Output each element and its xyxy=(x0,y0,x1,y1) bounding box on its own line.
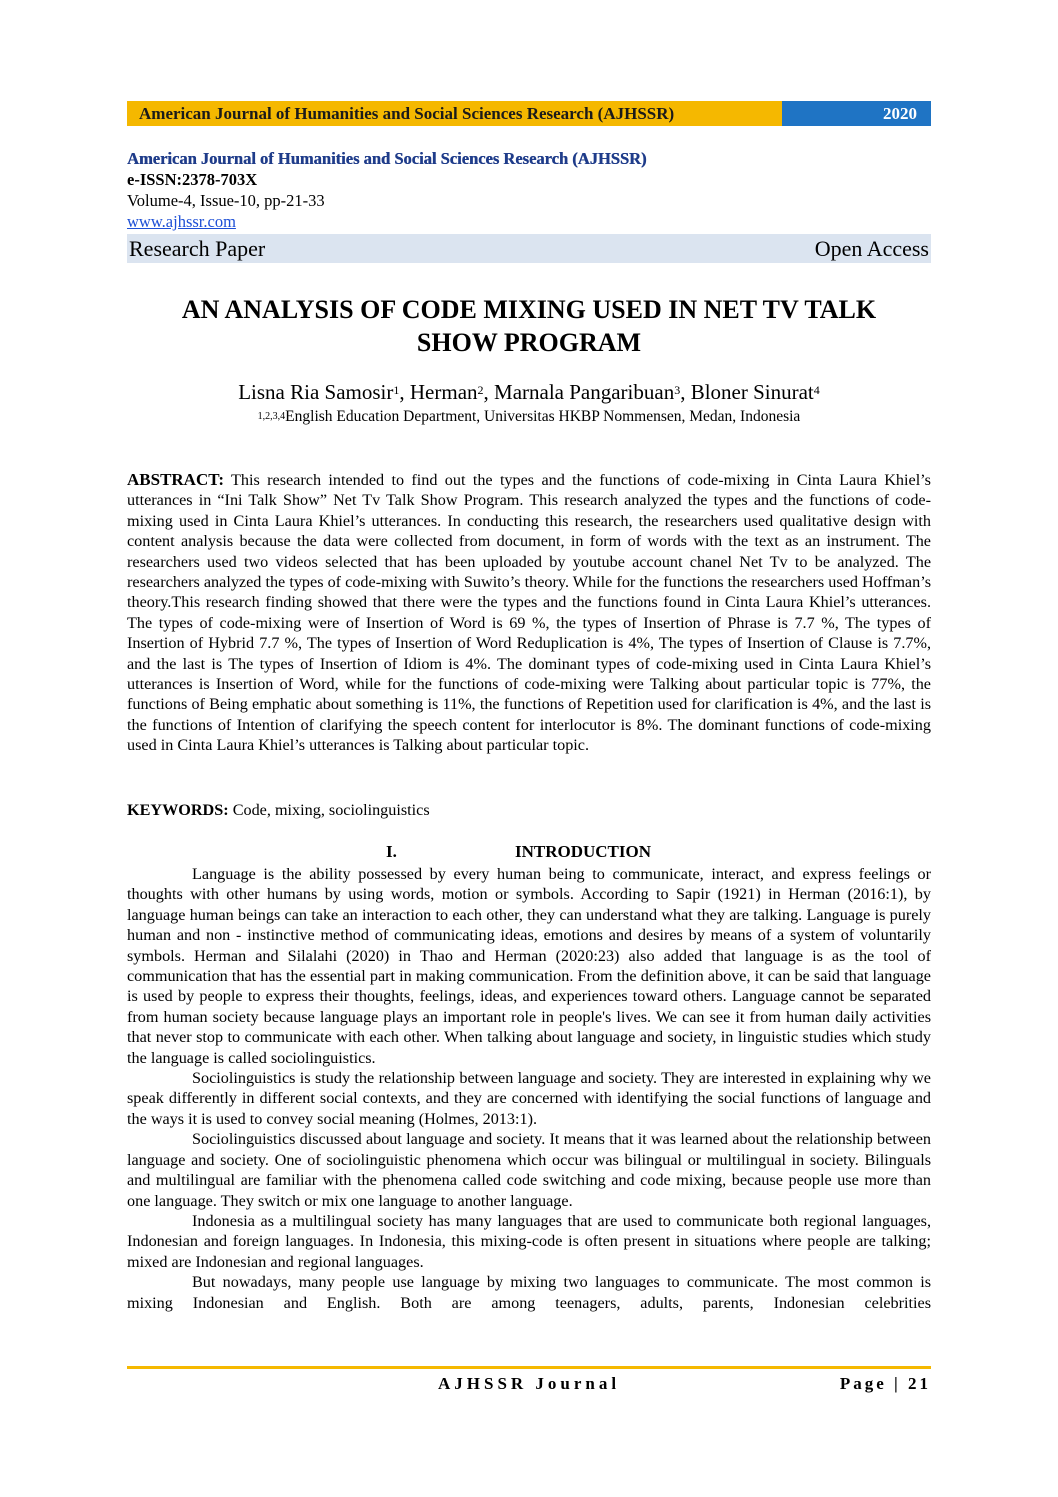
affiliation xyxy=(127,407,931,427)
author: Herman$^2$, xyxy=(409,380,495,404)
abstract-text: This research intended to find out the types and the functions of code-mixing in Cinta Laura Khiel’s utterances in “Ini Talk Show” Net Tv Talk Show Program. This research analyzed the types and the functions of code-mixing used in Cinta Laura Khiel’s utterances. In conducting this research, the researchers used qualitative design with content analysis because the data were collected from document, in form of words with the text as an instrument. The researchers used two videos selected that has been uploaded by youtube account chanel Net Tv to be analyzed. The researchers analyzed the types of code-mixing with Suwito’s theory. While for the functions the researchers used Hoffman’s theory.This research finding showed that there were the types and the functions found in Cinta Laura Khiel’s utterances. The types of code-mixing were of Insertion of Word is 69 %, the types of Insertion of Phrase is 7.7 %, The types of Insertion of Hybrid 7.7 %, The types of Insertion of Word Reduplication is 4%, The types of Insertion of Clause is 7.7%, and the last is The types of Insertion of Idiom is 4%. The dominant types of code-mixing used in Cinta Laura Khiel’s utterances is Insertion of Word, while for the functions of code-mixing were Talking about particular topic is 77%, the functions of Being emphatic about something is 11%, the functions of Repetition used for clarification is 4%, and the last is the functions of Intention of clarifying the speech content for interlocutor is 8%. The dominant functions of code-mixing used in Cinta Laura Khiel’s utterances is Talking about particular topic. xyxy=(127,471,931,755)
journal-meta xyxy=(127,148,931,263)
author: Lisna Ria Samosir$^1$, xyxy=(238,380,410,404)
paper-title-line2: SHOW PROGRAM xyxy=(416,328,642,357)
header-banner xyxy=(127,101,931,126)
paper-type: Research Paper xyxy=(129,236,266,261)
keywords-label: KEYWORDS: xyxy=(127,801,229,819)
access-type: Open Access xyxy=(814,236,929,261)
issn: e-ISSN:2378-703X xyxy=(127,170,258,189)
paper-type-bar xyxy=(127,234,931,263)
intro-paragraph: Language is the ability possessed by every human being to communicate, interact, and express feelings or thoughts with other humans by using words, motion or symbols. According to Sapir (1921) in Herman (2016:1), by language human beings can take an interaction to each other, they can understand what they are talking. Language is purely human and non - instinctive method of communicating ideas, emotions and desires by means of a system of voluntarily symbols. Herman and Silalahi (2020) in Thao and Herman (2020:23) also added that language is as the tool of communication that has the essential part in making communication. From the definition above, it can be said that language is used by people to express their thoughts, feelings, ideas, and experiences toward others. Language cannot be separated from human society because language plays an important role in people's lives. We can see it from human daily activities that never stop to communicate with each other. When talking about language and society, in linguistic studies which study the language is called sociolinguistics. xyxy=(127,865,931,1067)
affiliation-text: English Education Department, Universitas HKBP Nommensen, Medan, Indonesia xyxy=(285,408,801,425)
paper-title xyxy=(127,293,931,359)
intro-paragraph: But nowadays, many people use language by mixing two languages to communicate. The most common is mixing Indonesian and English. Both are among teenagers, adults, parents, Indonesian celebrities xyxy=(127,1273,931,1312)
intro-paragraph: Sociolinguistics discussed about language and society. It means that it was learned about the relationship between language and society. One of sociolinguistic phenomena which occur was bilingual or multilingual in society. Bilinguals and multilingual are familiar with the phenomena called code switching and code mixing, because people use more than one language. They switch or mix one language to another language. xyxy=(127,1130,931,1210)
keywords xyxy=(127,801,931,820)
affiliation-marker: 1,2,3,4 xyxy=(257,411,286,422)
intro-paragraph: Sociolinguistics is study the relationship between language and society. They are interested in explaining why we speak differently in different social contexts, and they are concerned with identifying the social functions of language and the ways it is used to convey social meaning (Holmes, 2013:1). xyxy=(127,1069,931,1128)
keywords-text: Code, mixing, sociolinguistics xyxy=(232,801,430,819)
author-list xyxy=(127,379,931,405)
introduction-body xyxy=(127,864,931,1313)
journal-website-link[interactable]: www.ajhssr.com xyxy=(127,212,236,231)
author: Bloner Sinurat$^4$ xyxy=(690,380,820,404)
journal-name: American Journal of Humanities and Social Sciences Research (AJHSSR) xyxy=(127,149,647,168)
volume-issue: Volume-4, Issue-10, pp-21-33 xyxy=(127,191,325,210)
abstract xyxy=(127,470,931,756)
header-year: 2020 xyxy=(782,101,931,126)
footer-page-number: Page | 21 xyxy=(839,1374,931,1393)
section-title: INTRODUCTION xyxy=(515,842,652,861)
footer-journal: AJHSSR Journal xyxy=(438,1374,621,1393)
abstract-label: ABSTRACT: xyxy=(127,470,224,489)
author: Marnala Pangaribuan$^3$, xyxy=(494,380,691,404)
header-journal-title: American Journal of Humanities and Social Sciences Research (AJHSSR) xyxy=(127,101,782,126)
paper-title-line1: AN ANALYSIS OF CODE MIXING USED IN NET TV TALK xyxy=(181,295,877,324)
section-number: I. xyxy=(386,842,397,861)
intro-paragraph: Indonesia as a multilingual society has many languages that are used to communicate both regional languages, Indonesian and foreign languages. In Indonesia, this mixing-code is often present in situations where people are talking; mixed are Indonesian and regional languages. xyxy=(127,1211,931,1271)
footer-divider xyxy=(127,1366,931,1369)
